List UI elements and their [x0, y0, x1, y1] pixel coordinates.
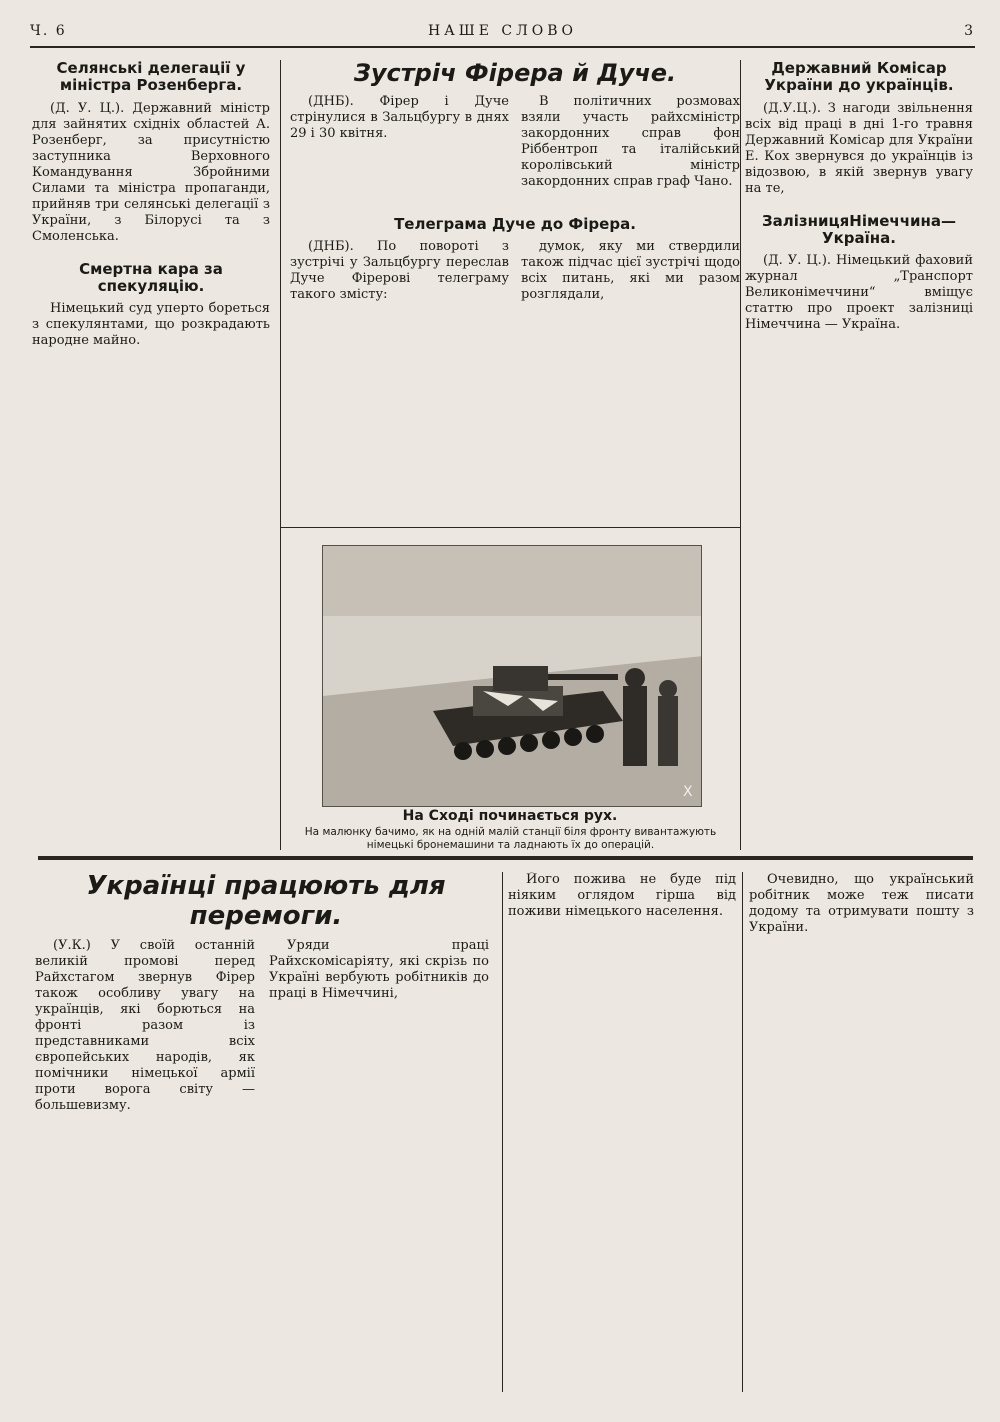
masthead	[30, 18, 975, 48]
article-body: (ДНБ). По повороті з зустрічі у Зальцбургу переслав Дуче Фірерові телеграму такого змісту:	[290, 238, 509, 302]
article-body: Його пожива не буде під ніяким оглядом гірша від поживи німецького населення.	[508, 872, 736, 919]
column-divider	[742, 872, 743, 1392]
tank-illustration	[323, 546, 702, 807]
divider	[280, 527, 740, 528]
right-column	[745, 60, 973, 850]
article-body: (Д.У.Ц.). З нагоди звільнення всіх від праці в дні 1-го травня Державний Комісар для України Е. Кох звернувся до українців із відозвою, в якій звернув увагу на те,	[745, 100, 973, 196]
page-label-left: Ч. 6	[30, 23, 67, 39]
article-title: Телеграма Дуче до Фірера.	[394, 214, 636, 233]
article-body: (ДНБ). Фірер і Дуче стрінулися в Зальцбургу в днях 29 і 30 квітня.	[290, 93, 509, 141]
article-body: (У.К.) У своїй останній великій промові перед Райхстагом звернув Фірер також особливу увагу на українців, які борються на фронті разом із представниками всіх європейських народів, як помічники німецької армії проти ворога світу — большевизму.	[35, 937, 255, 1113]
photo-caption-title: На Сході починається рух.	[402, 808, 618, 824]
article-body: Німецький суд уперто бореться з спекулянтами, що розкрадають народне майно.	[32, 301, 270, 348]
article-title: ЗалізницяНімеччина—Україна.	[762, 211, 956, 247]
article-body: думок, яку ми ствердили також підчас цієї зустрічі щодо всіх питань, які ми разом розглядали,	[521, 238, 740, 302]
photo-mark: X	[683, 784, 693, 800]
article-title: Українці працюють для перемоги.	[86, 872, 446, 931]
article-body: В політичних розмовах взяли участь райхсміністр закордонних справ фон Ріббентроп та італійський королівський міністр закордонних справ граф Чано.	[521, 93, 740, 189]
photo-caption-text: На малюнку бачимо, як на одній малій станції біля фронту вивантажують німецькі бронемашини та ладнають їх до операцій.	[304, 826, 717, 851]
photo-tank	[322, 545, 702, 807]
article-title: Смертна кара за спекуляцію.	[79, 259, 223, 295]
bottom-left-block	[35, 872, 497, 1392]
article-title: Селянські делегації у міністра Розенберга.	[56, 60, 246, 95]
bottom-col-3	[508, 872, 736, 1392]
column-divider	[280, 60, 281, 850]
section-divider	[38, 856, 973, 860]
page-number: 3	[964, 23, 975, 39]
article-title: Зустріч Фірера й Дуче.	[353, 60, 677, 87]
column-divider	[740, 60, 741, 850]
article-body: Очевидно, що український робітник може теж писати додому та отримувати пошту з України.	[749, 872, 974, 935]
bottom-col-4	[749, 872, 974, 1392]
center-column	[290, 60, 740, 530]
newspaper-title: НАШЕ СЛОВО	[427, 23, 578, 39]
article-body: (Д. У. Ц.). Німецький фаховий журнал „Транспорт Великонімеччини“ вміщує статтю про проект залізниці Німеччина — Україна.	[745, 253, 973, 332]
article-title: Державний Комісар України до українців.	[764, 60, 954, 95]
column-divider	[502, 872, 503, 1392]
article-body: (Д. У. Ц.). Державний міністр для зайнятих східніх областей А. Розенберг, за присутністю заступника Верховного Командування Збройними Силами та міністра пропаганди, прийняв три селянські делегації з України, з Білорусі та з Смоленська.	[32, 100, 270, 244]
article-body: Уряди праці Райхскомісаріяту, які скрізь по Україні вербують робітників до праці в Німеччині,	[269, 937, 489, 1001]
left-column	[32, 60, 270, 860]
